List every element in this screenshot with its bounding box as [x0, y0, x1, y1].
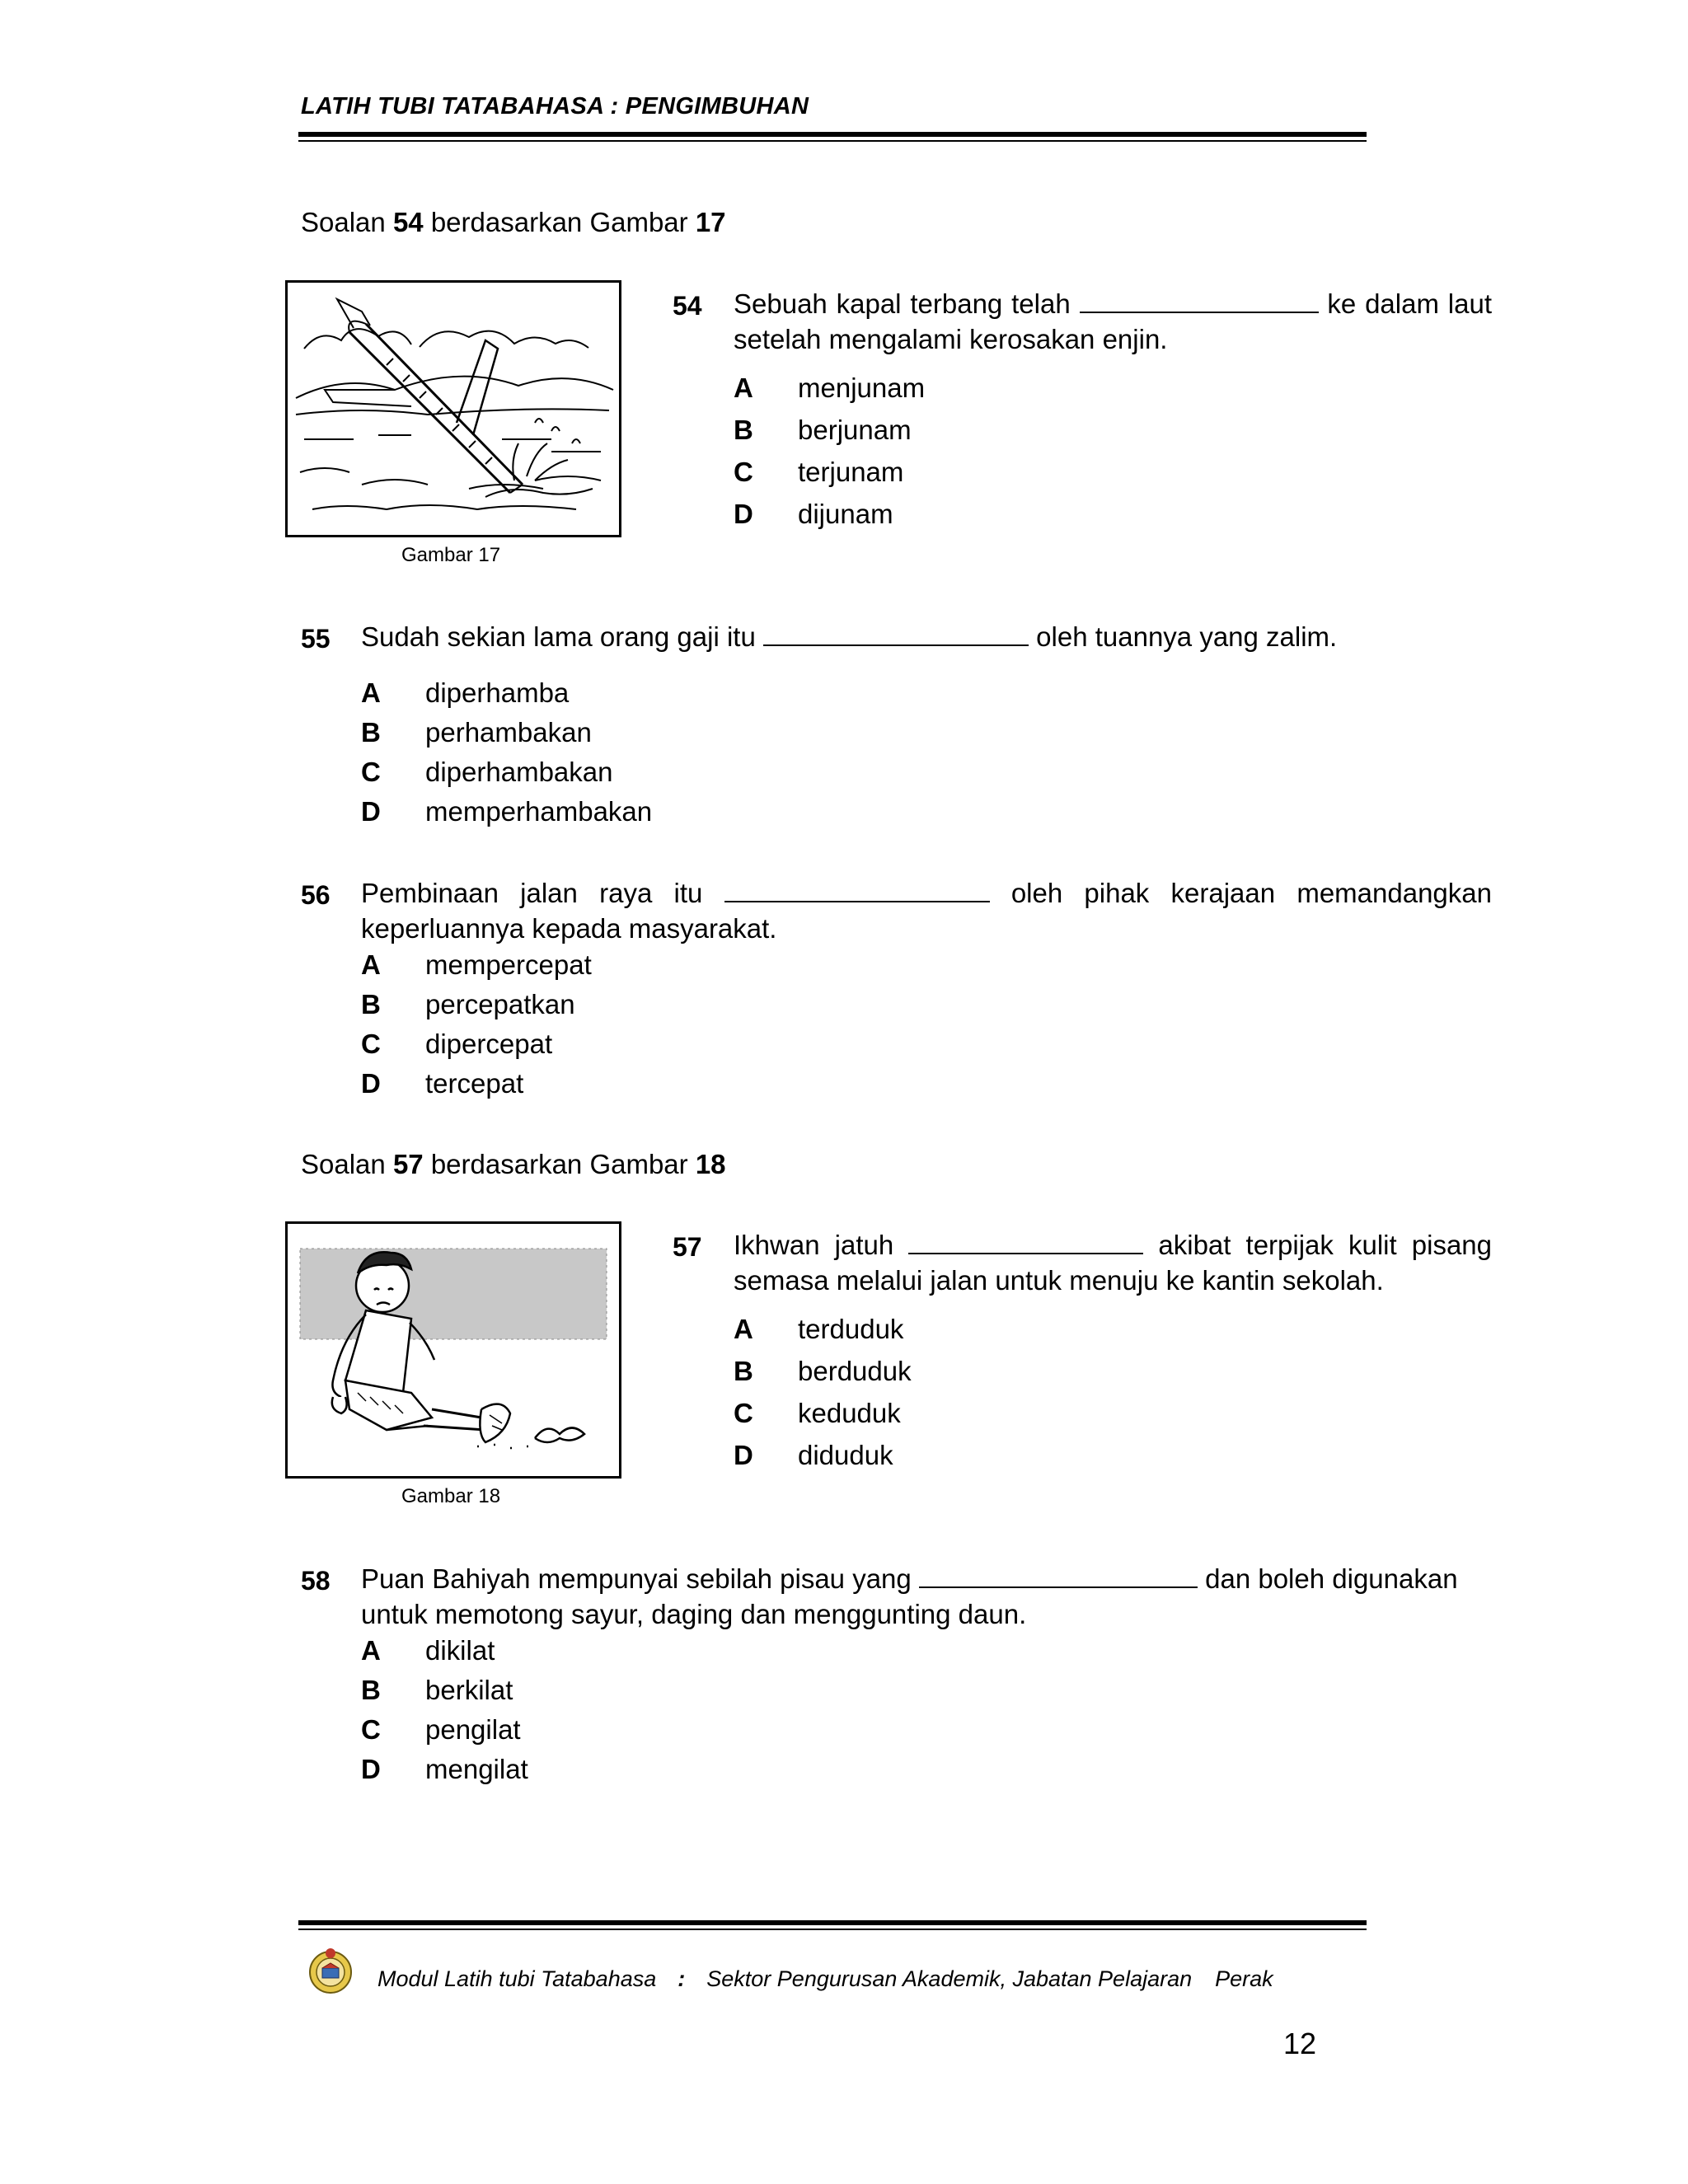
option[interactable]	[734, 451, 925, 493]
page-header-title: LATIH TUBI TATABAHASA : PENGIMBUHAN	[301, 93, 809, 120]
header-rule-thin	[298, 140, 1367, 142]
option[interactable]	[734, 1434, 912, 1476]
option[interactable]	[361, 752, 652, 792]
option[interactable]	[361, 1710, 528, 1750]
option-letter: B	[361, 989, 381, 1019]
figure-17-caption: Gambar 17	[401, 544, 501, 566]
option-letter: D	[361, 1068, 381, 1099]
question-56-text-after: oleh pihak kerajaan memandangkan keperluannya kepada masyarakat.	[361, 878, 1492, 944]
option[interactable]	[734, 409, 925, 451]
option-text: dijunam	[798, 499, 893, 529]
footer-rule-thick	[298, 1920, 1367, 1925]
option-letter: D	[734, 499, 753, 529]
question-58-options	[361, 1631, 528, 1789]
section-intro-54	[301, 207, 726, 238]
option-text: terjunam	[798, 457, 904, 487]
figure-18-boy-fallen	[285, 1221, 621, 1479]
question-54-text	[734, 286, 1492, 357]
option-text: diperhambakan	[425, 757, 613, 787]
option[interactable]	[361, 792, 652, 832]
option-letter: D	[361, 796, 381, 827]
option-letter: A	[361, 949, 381, 980]
option-letter: A	[734, 1314, 753, 1344]
question-56-text	[361, 875, 1492, 946]
question-56-blank[interactable]	[724, 879, 990, 902]
intro-figure-number: 18	[695, 1149, 726, 1179]
plane-crash-illustration	[288, 283, 619, 535]
question-58-text-after: dan boleh digunakan untuk memotong sayur, daging dan menggunting daun.	[361, 1563, 1458, 1629]
question-57-text-after: akibat terpijak kulit pisang semasa melalui jalan untuk menuju ke kantin sekolah.	[734, 1230, 1493, 1296]
option[interactable]	[361, 1064, 592, 1104]
option[interactable]	[361, 673, 652, 713]
question-55-blank[interactable]	[763, 623, 1029, 646]
option-letter: B	[361, 717, 381, 748]
intro-question-number: 57	[392, 1149, 424, 1179]
question-57-text-before: Ikhwan jatuh	[734, 1230, 894, 1260]
option-text: berduduk	[798, 1356, 912, 1386]
option[interactable]	[361, 985, 592, 1024]
option-letter: C	[361, 757, 381, 787]
question-55-text-before: Sudah sekian lama orang gaji itu	[361, 621, 756, 652]
question-57-text	[734, 1227, 1492, 1298]
footer-module-name: Modul Latih tubi Tatabahasa	[377, 1966, 657, 1991]
footer-rule-thin	[298, 1929, 1367, 1930]
option[interactable]	[361, 1631, 528, 1671]
option-text: mengilat	[425, 1754, 528, 1784]
question-58-blank[interactable]	[919, 1565, 1198, 1588]
intro-middle: berdasarkan Gambar	[430, 1149, 688, 1179]
option-text: diduduk	[798, 1440, 893, 1470]
footer-department: Sektor Pengurusan Akademik, Jabatan Pelajaran	[706, 1966, 1193, 1991]
option-letter: A	[361, 1635, 381, 1666]
question-54-blank[interactable]	[1080, 290, 1319, 313]
option-letter: B	[361, 1675, 381, 1705]
option-text: pengilat	[425, 1714, 521, 1745]
option[interactable]	[734, 1392, 912, 1434]
option-text: dikilat	[425, 1635, 495, 1666]
option[interactable]	[734, 1308, 912, 1350]
option-letter: A	[361, 677, 381, 708]
option[interactable]	[734, 493, 925, 535]
footer-state: Perak	[1215, 1966, 1273, 1991]
question-58-text-before: Puan Bahiyah mempunyai sebilah pisau yang	[361, 1563, 912, 1594]
option-letter: C	[361, 1714, 381, 1745]
option-letter: D	[734, 1440, 753, 1470]
question-58-text	[361, 1561, 1492, 1632]
figure-17-plane-crash	[285, 280, 621, 537]
option[interactable]	[734, 1350, 912, 1392]
footer-line	[377, 1966, 1273, 1992]
option[interactable]	[361, 945, 592, 985]
option[interactable]	[361, 1024, 592, 1064]
option-letter: C	[734, 457, 753, 487]
option-text: mempercepat	[425, 949, 592, 980]
state-crest-logo-icon	[307, 1947, 354, 1994]
question-56-options	[361, 945, 592, 1104]
option-text: berjunam	[798, 415, 912, 445]
question-54-options	[734, 367, 925, 535]
option-letter: B	[734, 1356, 753, 1386]
question-57-number: 57	[673, 1232, 702, 1262]
question-56-number: 56	[301, 880, 331, 910]
question-57-options	[734, 1308, 912, 1476]
option-text: diperhamba	[425, 677, 570, 708]
intro-figure-number: 17	[695, 207, 726, 237]
option[interactable]	[734, 367, 925, 409]
intro-prefix: Soalan	[301, 1149, 386, 1179]
question-54-text-after: ke dalam laut setelah mengalami kerosakan enjin.	[734, 288, 1492, 354]
question-58-number: 58	[301, 1566, 331, 1596]
question-57-blank[interactable]	[908, 1231, 1143, 1254]
boy-fallen-illustration	[288, 1224, 619, 1476]
page-number: 12	[1283, 2027, 1317, 2060]
option-text: dipercepat	[425, 1029, 553, 1059]
question-54-number: 54	[673, 291, 702, 321]
option-text: keduduk	[798, 1398, 901, 1428]
option-letter: D	[361, 1754, 381, 1784]
option-text: tercepat	[425, 1068, 524, 1099]
question-55-number: 55	[301, 624, 331, 654]
option-letter: C	[734, 1398, 753, 1428]
header-rule-thick	[298, 132, 1367, 137]
option-text: menjunam	[798, 373, 926, 403]
intro-middle: berdasarkan Gambar	[430, 207, 688, 237]
option[interactable]	[361, 1750, 528, 1789]
option[interactable]	[361, 713, 652, 752]
figure-18-caption: Gambar 18	[401, 1485, 501, 1507]
question-55-text-after: oleh tuannya yang zalim.	[1036, 621, 1338, 652]
question-56-text-before: Pembinaan jalan raya itu	[361, 878, 703, 908]
option[interactable]	[361, 1671, 528, 1710]
section-intro-57	[301, 1149, 726, 1180]
option-text: percepatkan	[425, 989, 575, 1019]
footer-separator: :	[678, 1966, 686, 1991]
question-55-text	[361, 619, 1492, 654]
option-letter: B	[734, 415, 753, 445]
question-55-options	[361, 673, 652, 832]
option-letter: A	[734, 373, 753, 403]
option-text: terduduk	[798, 1314, 904, 1344]
option-text: berkilat	[425, 1675, 513, 1705]
option-letter: C	[361, 1029, 381, 1059]
question-54-text-before: Sebuah kapal terbang telah	[734, 288, 1071, 319]
intro-prefix: Soalan	[301, 207, 386, 237]
option-text: memperhambakan	[425, 796, 653, 827]
option-text: perhambakan	[425, 717, 592, 748]
intro-question-number: 54	[392, 207, 424, 237]
